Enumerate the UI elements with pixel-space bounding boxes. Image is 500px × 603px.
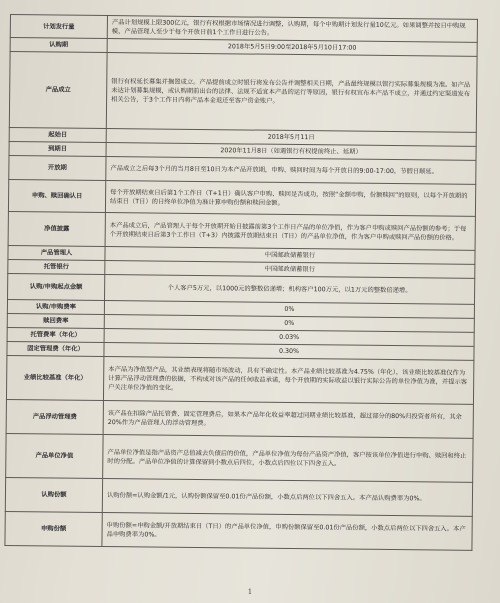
- row-value-product-manager: 中国邮政储蓄银行: [105, 247, 475, 265]
- row-value-product-establishment: 银行有权延长募集并搁置成立。产品提前成立时银行将发布公告并调整相关日期，产品最终规模以银行实际募集规模为准。如产品未达计划募集规模，或认购期前出台的法律、法规不适宜本产品的运行等原因，银行有权宣布本产品不成立，并通过约定渠道发布相关公告，于3个工作日内将产品本金退还至客户资金账户。: [106, 53, 477, 133]
- row-value-fixed-management-fee: 0.30%: [104, 343, 474, 361]
- row-value-unit-nav: 产品单位净值是指产品资产总值减去负债后的价值，产品单位净值为每份产品资产净值，客户按该单位净值进行申购、赎回和终止时的分配。产品单位净值的计算保留到小数点后四位，小数点后四位以下四舍五入。: [103, 434, 473, 482]
- row-value-custodian-bank: 中国邮政储蓄银行: [105, 261, 475, 279]
- row-value-subscription-fee: 0%: [104, 301, 474, 319]
- row-label-start-date: 起始日: [9, 127, 106, 142]
- row-value-start-date: 2018年5月11日: [106, 129, 476, 147]
- row-label-open-period: 开放期: [9, 155, 106, 180]
- row-label-confirmation-date: 申购、赎回确认日: [8, 179, 105, 212]
- row-value-open-period: 产品成立之后每3个月的当月8日至10日为本产品开放期，申购、赎回时间为每个开放日的9:00-17:00，节假日顺延。: [106, 157, 476, 185]
- row-value-subscription-period: 2018年5月5日9:00至2018年5月10日17:00: [107, 39, 477, 57]
- row-label-performance-benchmark: 业绩比较基准（年化）: [6, 355, 103, 400]
- table-row: [8, 179, 475, 216]
- row-label-subscription-fee: 认购/申购费率: [7, 299, 104, 314]
- row-value-nav-disclosure: 本产品成立后，产品管理人于每个开放期开始日披露前第3个工作日产品的单位净值，作为客户申购或赎回产品份额的参考；于每个开放期结束日后第3个工作日（T+3）内披露开放期结束日（T日）的产品单位净值，作为客户申购或赎回产品份额的价格。: [105, 213, 475, 251]
- row-value-planned-issuance: 产品计划规模上限300亿元，银行有权根据市场情况进行调整，认购期，每个中购期计划发行量10亿元。如果调整并按日中购规模，产品管理人至少于每个开放日前1个工作日进行公告。: [107, 16, 477, 43]
- row-label-floating-management-fee: 产品浮动管理费: [6, 399, 103, 434]
- page-number: 1: [247, 588, 253, 596]
- row-label-custody-fee: 托管费率（年化）: [7, 327, 104, 342]
- row-label-planned-issuance: 计划发行量: [10, 15, 107, 39]
- table-row: [6, 433, 473, 482]
- table-row: [6, 399, 473, 438]
- product-terms-table: [4, 14, 478, 551]
- table-row: [9, 52, 477, 133]
- row-value-custody-fee: 0.03%: [104, 329, 474, 347]
- row-value-redemption-fee: 0%: [104, 315, 474, 333]
- row-label-subscription-period: 认购期: [10, 38, 107, 53]
- row-value-performance-benchmark: 本产品为净值型产品，其业绩表现将随市场波动，具有不确定性。本产品业绩比较基准为4.75%（年化），该业绩比较基准仅作为计算产品浮动管理费的依据，不构成对该产品的任何收益承诺，每个开放期的实际收益以银行实际公告的单位净值为准，并提示客户关注单位净值的变化。: [103, 357, 473, 405]
- table-row: [6, 355, 473, 404]
- row-label-minimum-amount: 认购/申购起点金额: [8, 273, 105, 300]
- row-label-product-manager: 产品管理人: [8, 245, 105, 260]
- row-value-minimum-amount: 个人客户5万元，以1000元的整数倍递增；机构客户100万元，以1万元的整数倍递增。: [105, 275, 475, 305]
- row-value-purchase-shares: 申购份额=申购金额/开放期结束日（T日）的产品单位净值，申购份额保留至0.01份产品份额，小数点后两位以下四舍五入。本产品申购费率为0%。: [102, 512, 472, 550]
- table-row: [8, 211, 475, 250]
- row-label-maturity-date: 到期日: [9, 141, 106, 156]
- row-value-subscription-shares: 认购份额=认购金额/1元，认购份额保留至0.01份产品份额，小数点后两位以下四舍五入。本产品认购费率为0%。: [102, 478, 472, 516]
- row-label-nav-disclosure: 净值披露: [8, 211, 105, 246]
- row-label-unit-nav: 产品单位净值: [6, 433, 103, 478]
- row-label-redemption-fee: 赎回费率: [7, 313, 104, 328]
- row-label-product-establishment: 产品成立: [9, 52, 107, 129]
- table-row: [5, 477, 472, 516]
- row-label-purchase-shares: 申购份额: [5, 511, 102, 546]
- row-label-subscription-shares: 认购份额: [5, 477, 102, 512]
- table-row: [5, 511, 472, 550]
- row-label-custodian-bank: 托管银行: [8, 259, 105, 274]
- row-value-maturity-date: 2020年11月8日（如遇银行有权提前终止、延期）: [106, 143, 476, 161]
- row-value-floating-management-fee: 该产品在扣除产品托管费、固定管理费后，如果本产品年化收益率超过同期业绩比较基准，超过部分的80%归投资者所有，其余20%作为产品管理人的浮动管理费。: [103, 400, 473, 438]
- row-label-fixed-management-fee: 固定管理费（年化）: [7, 341, 104, 356]
- row-value-confirmation-date: 每个开放期结束日后第1个工作日（T+1日）确认客户申购、赎回是否成功，按照“金额申购，份额赎回”的原则，以每个开放期的结束日（T日）的日终单位净值为准计算申购份额和赎回金额。: [105, 181, 475, 217]
